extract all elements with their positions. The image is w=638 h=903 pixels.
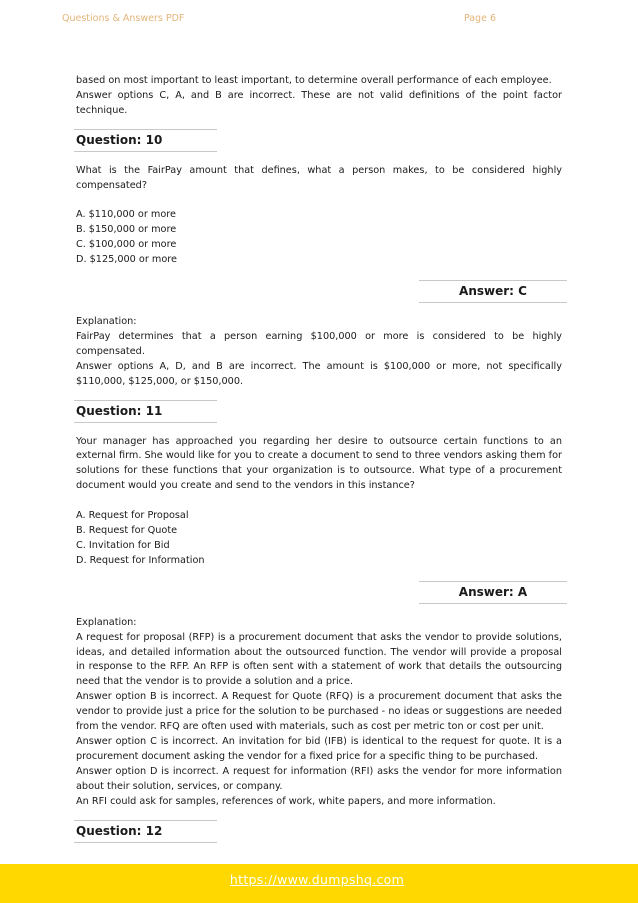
page-header [62,13,576,27]
page-footer [0,864,638,903]
question-heading: Question: 11 [74,400,217,423]
document-body [76,74,562,855]
question-text: What is the FairPay amount that defines, what a person makes, to be considered highly compensated? [76,164,562,191]
page-number: Page 6 [463,13,496,24]
explanation-label: Explanation: [76,316,137,328]
paragraph: based on most important to least important, to determine overall performance of each employee. [76,75,552,86]
explanation-text: Answer option B is incorrect. A Request for Quote (RFQ) is a procurement document that asks the vendor to provide just a price for the solution to be purchased - no ideas or suggestions are needed from the vendor. RFQ are often used with materials, such as cost per metric ton or cost per unit. [76,691,562,733]
answer-option: C. $100,000 or more [76,239,177,251]
question-heading: Question: 10 [74,129,217,152]
explanation-text: Answer option C is incorrect. An invitation for bid (IFB) is identical to the request for quote. It is a procurement document asking the vendor for a fixed price for a specific thing to be purchased. [76,735,562,762]
explanation-label: Explanation: [76,616,137,628]
answer-option: D. Request for Information [76,554,205,566]
explanation-text: A request for proposal (RFP) is a procurement document that asks the vendor to provide solutions, ideas, and detailed information about the outsourced function. The vendor will provide a proposal in response to the RFP. An RFP is often sent with a statement of work that details the outsourcing need that the vendor is to provide a solution and a price. [76,631,562,688]
answer-option: B. Request for Quote [76,525,178,536]
explanation-text: An RFI could ask for samples, references of work, white papers, and more information. [76,795,496,807]
paragraph: Answer options C, A, and B are incorrect. These are not valid definitions of the point factor technique. [76,89,562,116]
answer-option: C. Invitation for Bid [76,539,170,551]
explanation-text: Answer option D is incorrect. A request for information (RFI) asks the vendor for more information about their solution, services, or company. [76,765,562,792]
answer-option: A. $110,000 or more [76,209,177,221]
answer-option: B. $150,000 or more [76,224,177,236]
explanation-text: FairPay determines that a person earning $100,000 or more is considered to be highly compensated. [76,330,562,357]
header-title: Questions & Answers PDF [62,13,185,24]
question-text: Your manager has approached you regarding her desire to outsource certain functions to an external firm. She would like for you to create a document to send to three vendors asking them for solutions for these functions that your organization is to outsource. What type of a procurement document would you create and send to the vendors in this instance? [76,435,562,492]
answer-key: Answer: C [419,280,567,303]
question-heading: Question: 12 [74,820,217,843]
explanation-text: Answer options A, D, and B are incorrect. The amount is $100,000 or more, not specifically $110,000, $125,000, or $150,000. [76,360,562,387]
answer-option: A. Request for Proposal [76,510,189,522]
answer-option: D. $125,000 or more [76,254,178,266]
answer-key: Answer: A [419,581,567,604]
footer-link[interactable]: https://www.dumpshq.com [229,872,405,887]
